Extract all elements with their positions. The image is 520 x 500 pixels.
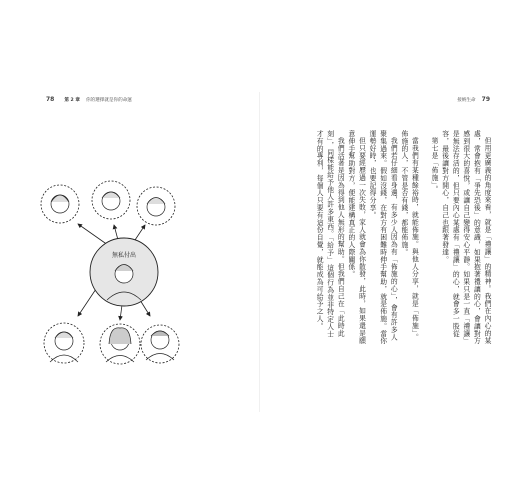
paragraph: 當我們有某種餘裕時，就能佈施。與他人分享，就是「佈施」。佈施的人，不管是否有錢，都能佈施。 bbox=[399, 130, 419, 341]
paragraph: 第七是「佈施」。 bbox=[430, 136, 439, 193]
chapter-title: 你的選擇就是你的命運 bbox=[85, 98, 132, 103]
left-page-number: 78 bbox=[46, 96, 55, 103]
paragraph: 但只要經歷過一次失敗，家人就會為你散發，此時，如果還是願意伸手幫助對方，便能建構真正的人際關係。 bbox=[346, 130, 366, 344]
chapter-label: 第 2 章 bbox=[64, 98, 80, 103]
right-page-title: 接納生命 bbox=[457, 98, 476, 103]
paragraph: 但用更廣義的角度來看，就是「禮讓」的精神。我們在內心的某處，常會抱有「爭先恐後」的意識，如果抱著禮讓的心，會讓對方感到很大的喜悅，或讓自己變得安心平靜。如果只是一直「禮讓」是無法存活的，但只要內心某處有「禮讓」的心，就會多一股從容，最後讓對方開心，自己也跟著發達。 bbox=[440, 130, 491, 345]
arrow-top-middle bbox=[114, 225, 118, 240]
body-text bbox=[293, 130, 492, 345]
right-running-header bbox=[457, 96, 490, 103]
arrow-bottom-right bbox=[140, 300, 150, 316]
right-page-number: 79 bbox=[481, 96, 490, 103]
paragraph: 我們活著是因為得到他人無形的幫助。但我們自己在「此時此刻」，同樣能給予他人許多東西。「給予」這個行為並非特定人士才有的專利，每個人只要有這份自覺，就能成為可給予之人。 bbox=[315, 130, 345, 338]
arrow-top-right bbox=[135, 225, 145, 240]
arrow-bottom-middle bbox=[120, 305, 122, 320]
paragraph: 我們若仔細看身邊，有多少人因為有「佈施的心」，會有許多人聚集過來。假如沒錢，在對方有困難時伸手幫助，就是佈施。當你運勢好時，也要記得分享。 bbox=[368, 130, 398, 345]
center-label: 無私付出 bbox=[111, 252, 137, 259]
